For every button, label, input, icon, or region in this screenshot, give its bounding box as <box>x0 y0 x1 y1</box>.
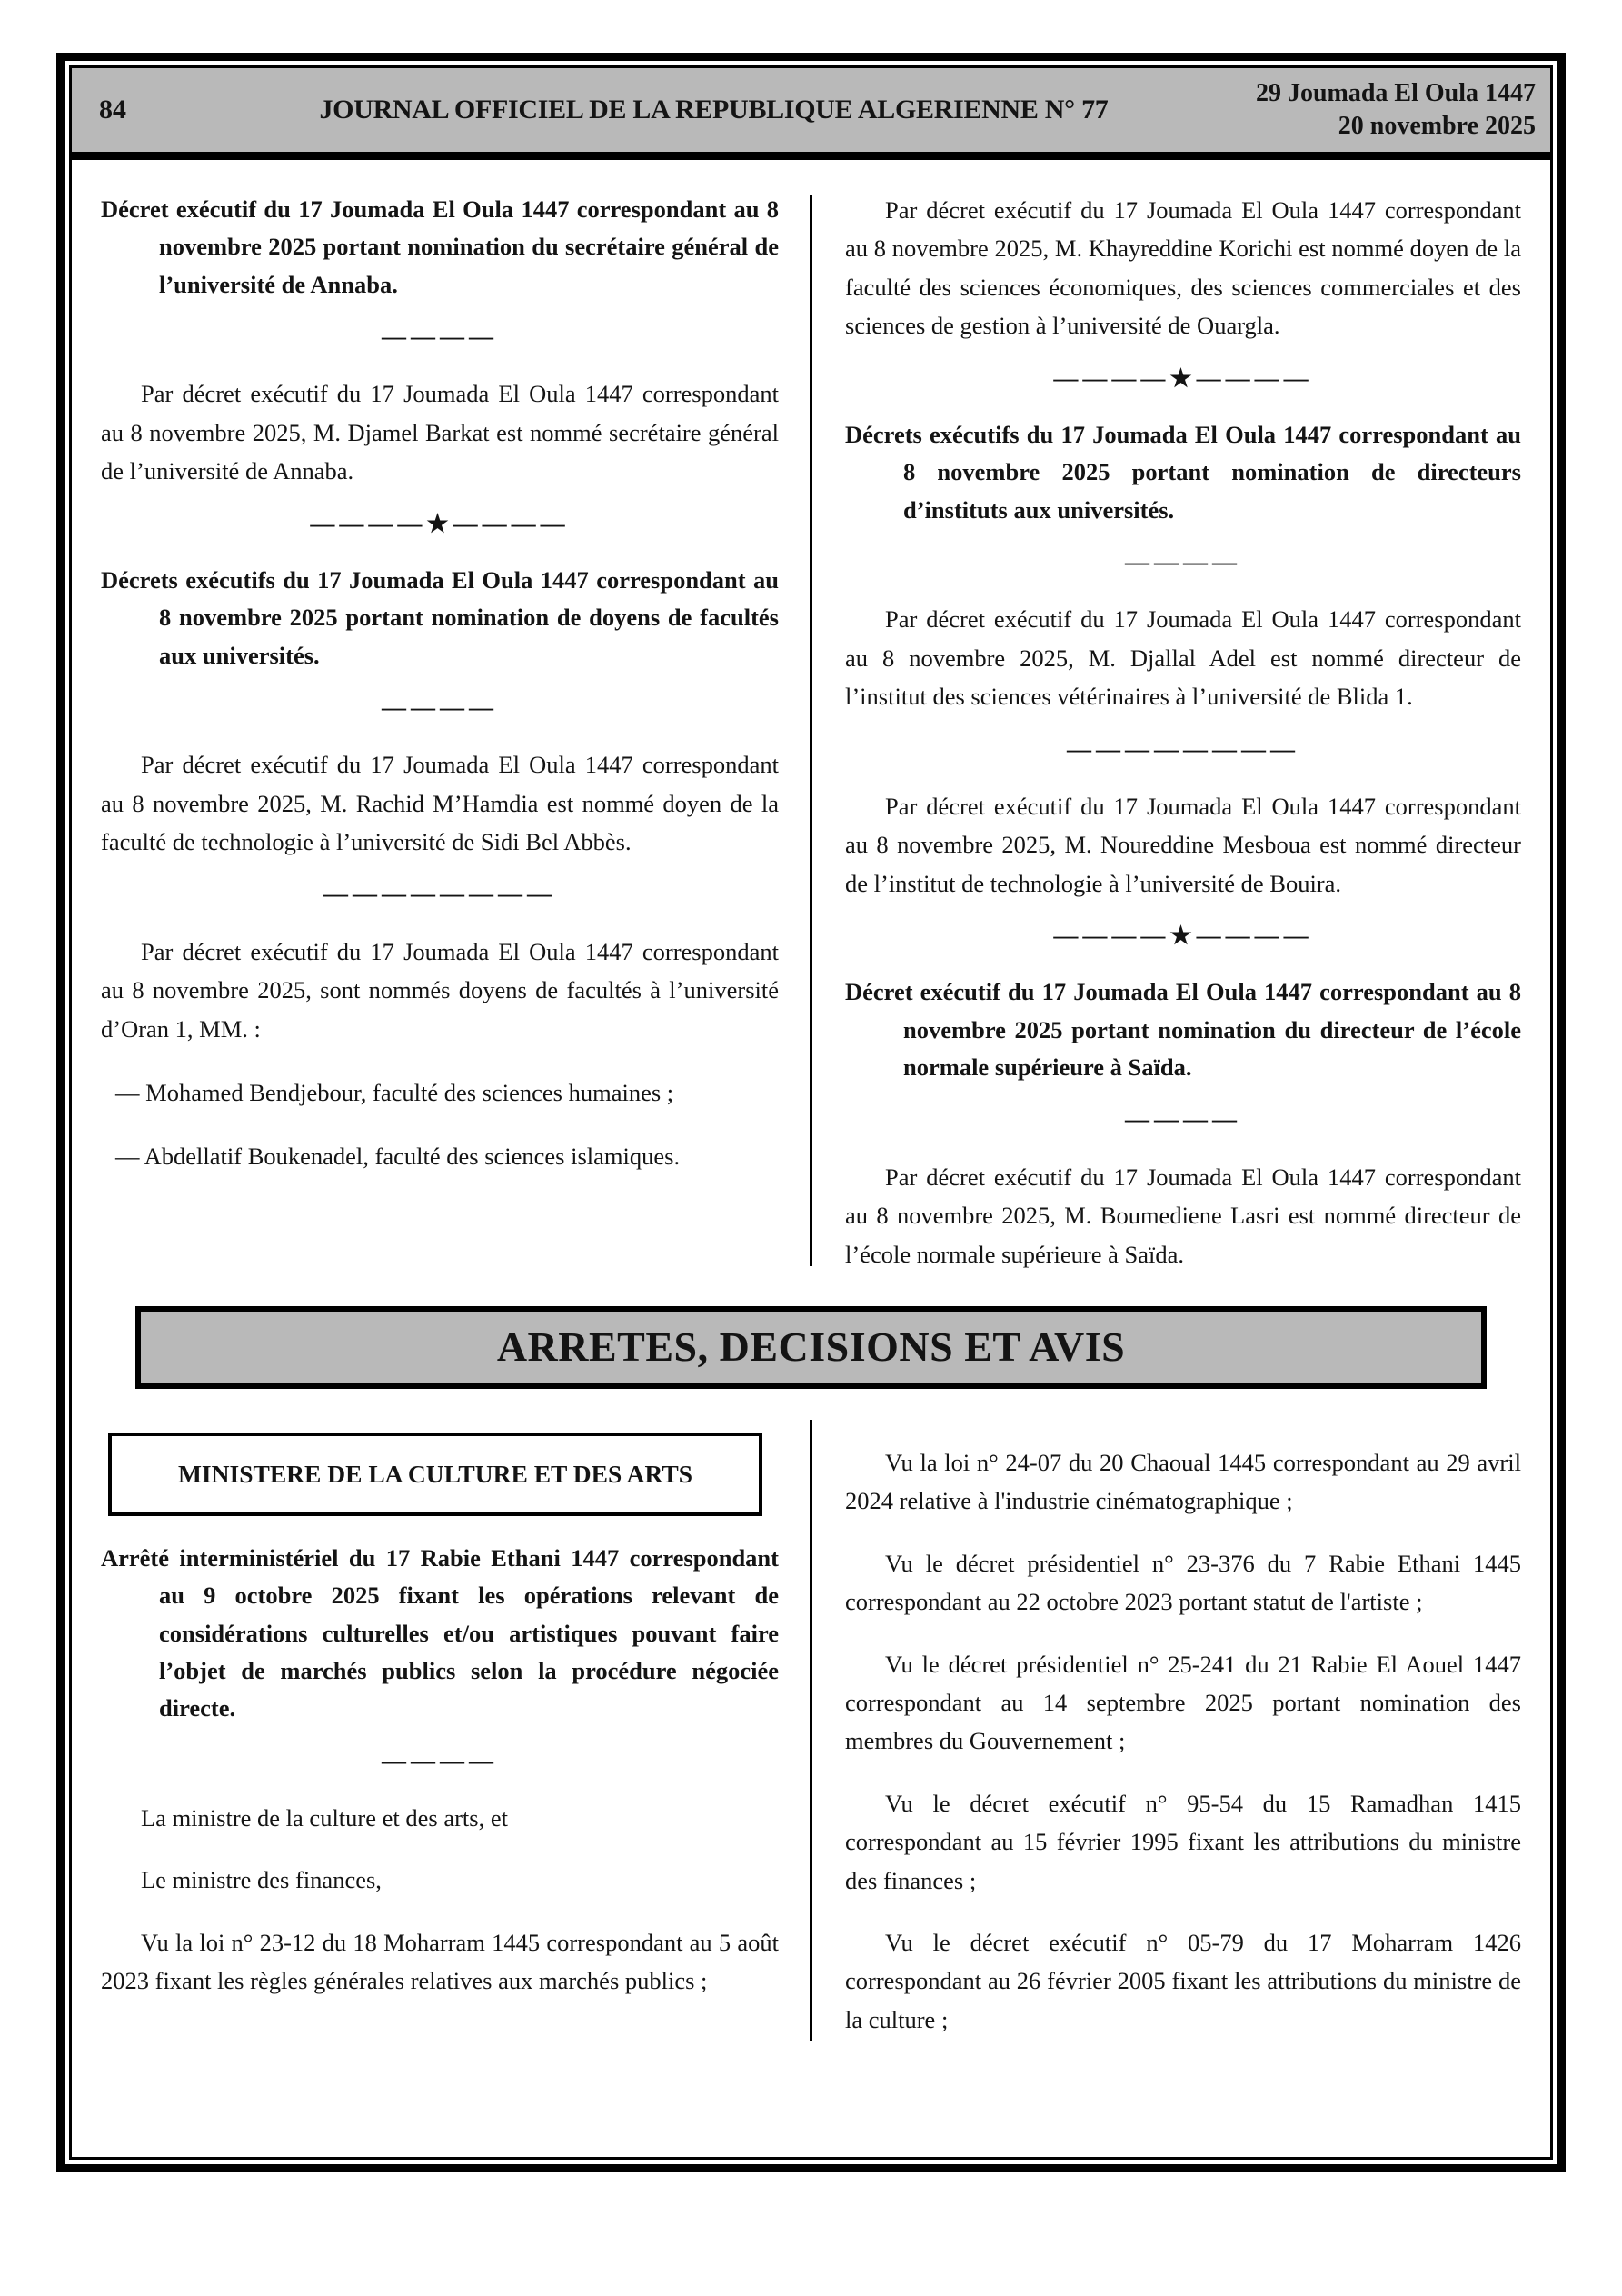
decree-paragraph: Par décret exécutif du 17 Joumada El Oula 1447 correspondant au 8 novembre 2025, M. Noureddine Mesboua est nommé directeur de l’institut de technologie à l’université de Bouira. <box>845 792 1521 897</box>
separator-star: ————★———— <box>310 509 570 537</box>
decree-heading: Décrets exécutifs du 17 Joumada El Oula 1447 correspondant au 8 novembre 2025 portant nomination de directeurs d’instituts aux universités. <box>845 420 1521 524</box>
list-item: — Abdellatif Boukenadel, faculté des sciences islamiques. <box>115 1142 681 1170</box>
order-paragraph: Vu le décret exécutif n° 95-54 du 15 Ramadhan 1415 correspondant au 15 février 1995 fixant les attributions du ministre des finances ; <box>845 1789 1521 1894</box>
order-paragraph: Le ministre des finances, <box>141 1866 382 1894</box>
top-left-column <box>77 160 810 1279</box>
separator-dashes: ———— <box>382 693 498 721</box>
decree-paragraph: Par décret exécutif du 17 Joumada El Oula 1447 correspondant au 8 novembre 2025, M. Djamel Barkat est nommé secrétaire général de l’université de Annaba. <box>101 380 779 485</box>
page-content <box>72 160 1550 2157</box>
order-paragraph: Vu la loi n° 23-12 du 18 Moharram 1445 correspondant au 5 août 2023 fixant les règles générales relatives aux marchés publics ; <box>101 1928 779 1995</box>
order-paragraph: Vu le décret exécutif n° 05-79 du 17 Moharram 1426 correspondant au 26 février 2005 fixant les attributions du ministre de la culture ; <box>845 1928 1521 2033</box>
header-band <box>72 68 1550 160</box>
page-number: 84 <box>99 95 126 125</box>
separator-dashes: ———— <box>382 322 498 350</box>
top-section <box>77 160 1545 1279</box>
decree-paragraph: Par décret exécutif du 17 Joumada El Oula 1447 correspondant au 8 novembre 2025, M. Djallal Adel est nommé directeur de l’institut des sciences vétérinaires à l’université de Blida 1. <box>845 605 1521 711</box>
page-inner-frame <box>69 65 1553 2160</box>
date-gregorian: 20 novembre 2025 <box>1338 112 1536 140</box>
journal-title: JOURNAL OFFICIEL DE LA REPUBLIQUE ALGERIENNE N° 77 <box>319 95 1109 125</box>
ministry-heading-box <box>108 1433 762 1516</box>
bottom-left-column <box>77 1413 810 2044</box>
top-right-column <box>812 160 1545 1279</box>
date-hijri: 29 Joumada El Oula 1447 <box>1255 78 1536 107</box>
separator-star: ————★———— <box>1053 922 1313 950</box>
order-paragraph: La ministre de la culture et des arts, et <box>141 1804 508 1832</box>
separator-long-dashes: ———————— <box>323 880 556 908</box>
decree-heading: Décrets exécutifs du 17 Joumada El Oula 1447 correspondant au 8 novembre 2025 portant nomination de doyens de facultés aux universités. <box>101 565 779 669</box>
separator-dashes: ———— <box>382 1746 498 1774</box>
bottom-section <box>77 1413 1545 2044</box>
page-frame <box>56 53 1566 2172</box>
order-paragraph: Vu la loi n° 24-07 du 20 Chaoual 1445 correspondant au 29 avril 2024 relative à l'industrie cinématographique ; <box>845 1449 1521 1515</box>
decree-paragraph: Par décret exécutif du 17 Joumada El Oula 1447 correspondant au 8 novembre 2025, M. Rachid M’Hamdia est nommé doyen de la faculté de technologie à l’université de Sidi Bel Abbès. <box>101 751 779 856</box>
separator-star: ————★———— <box>1053 364 1313 392</box>
order-paragraph: Vu le décret présidentiel n° 23-376 du 7 Rabie Ethani 1445 correspondant au 22 octobre 2023 portant statut de l'artiste ; <box>845 1549 1521 1616</box>
section-banner-title: ARRETES, DECISIONS ET AVIS <box>135 1306 1487 1389</box>
decree-paragraph: Par décret exécutif du 17 Joumada El Oula 1447 correspondant au 8 novembre 2025, M. Khayreddine Korichi est nommé doyen de la faculté des sciences économiques, des sciences commerciales et des sciences de gestion à l’université de Ouargla. <box>845 196 1521 340</box>
decree-heading: Décret exécutif du 17 Joumada El Oula 1447 correspondant au 8 novembre 2025 portant nomination du directeur de l’école normale supérieure à Saïda. <box>845 978 1521 1082</box>
separator-dashes: ———— <box>1125 1105 1241 1133</box>
ministry-name: MINISTERE DE LA CULTURE ET DES ARTS <box>177 1460 693 1488</box>
decree-paragraph: Par décret exécutif du 17 Joumada El Oula 1447 correspondant au 8 novembre 2025, M. Boumediene Lasri est nommé directeur de l’école normale supérieure à Saïda. <box>845 1163 1521 1268</box>
bottom-right-column <box>812 1413 1545 2044</box>
decree-paragraph: Par décret exécutif du 17 Joumada El Oula 1447 correspondant au 8 novembre 2025, sont nommés doyens de facultés à l’université d’Oran 1, MM. : <box>101 937 779 1043</box>
order-paragraph: Vu le décret présidentiel n° 25-241 du 21 Rabie El Aouel 1447 correspondant au 14 septembre 2025 portant nomination des membres du Gouvernement ; <box>845 1650 1521 1755</box>
order-heading: Arrêté interministériel du 17 Rabie Ethani 1447 correspondant au 9 octobre 2025 fixant les opérations relevant de considérations culturelles et/ou artistiques pouvant faire l’objet de marchés publics selon la procédure négociée directe. <box>101 1544 779 1722</box>
decree-heading: Décret exécutif du 17 Joumada El Oula 1447 correspondant au 8 novembre 2025 portant nomination du secrétaire général de l’université de Annaba. <box>101 195 779 298</box>
header-dates <box>1256 77 1536 144</box>
separator-long-dashes: ———————— <box>1067 734 1299 763</box>
separator-dashes: ———— <box>1125 547 1241 575</box>
list-item: — Mohamed Bendjebour, faculté des sciences humaines ; <box>115 1079 674 1107</box>
